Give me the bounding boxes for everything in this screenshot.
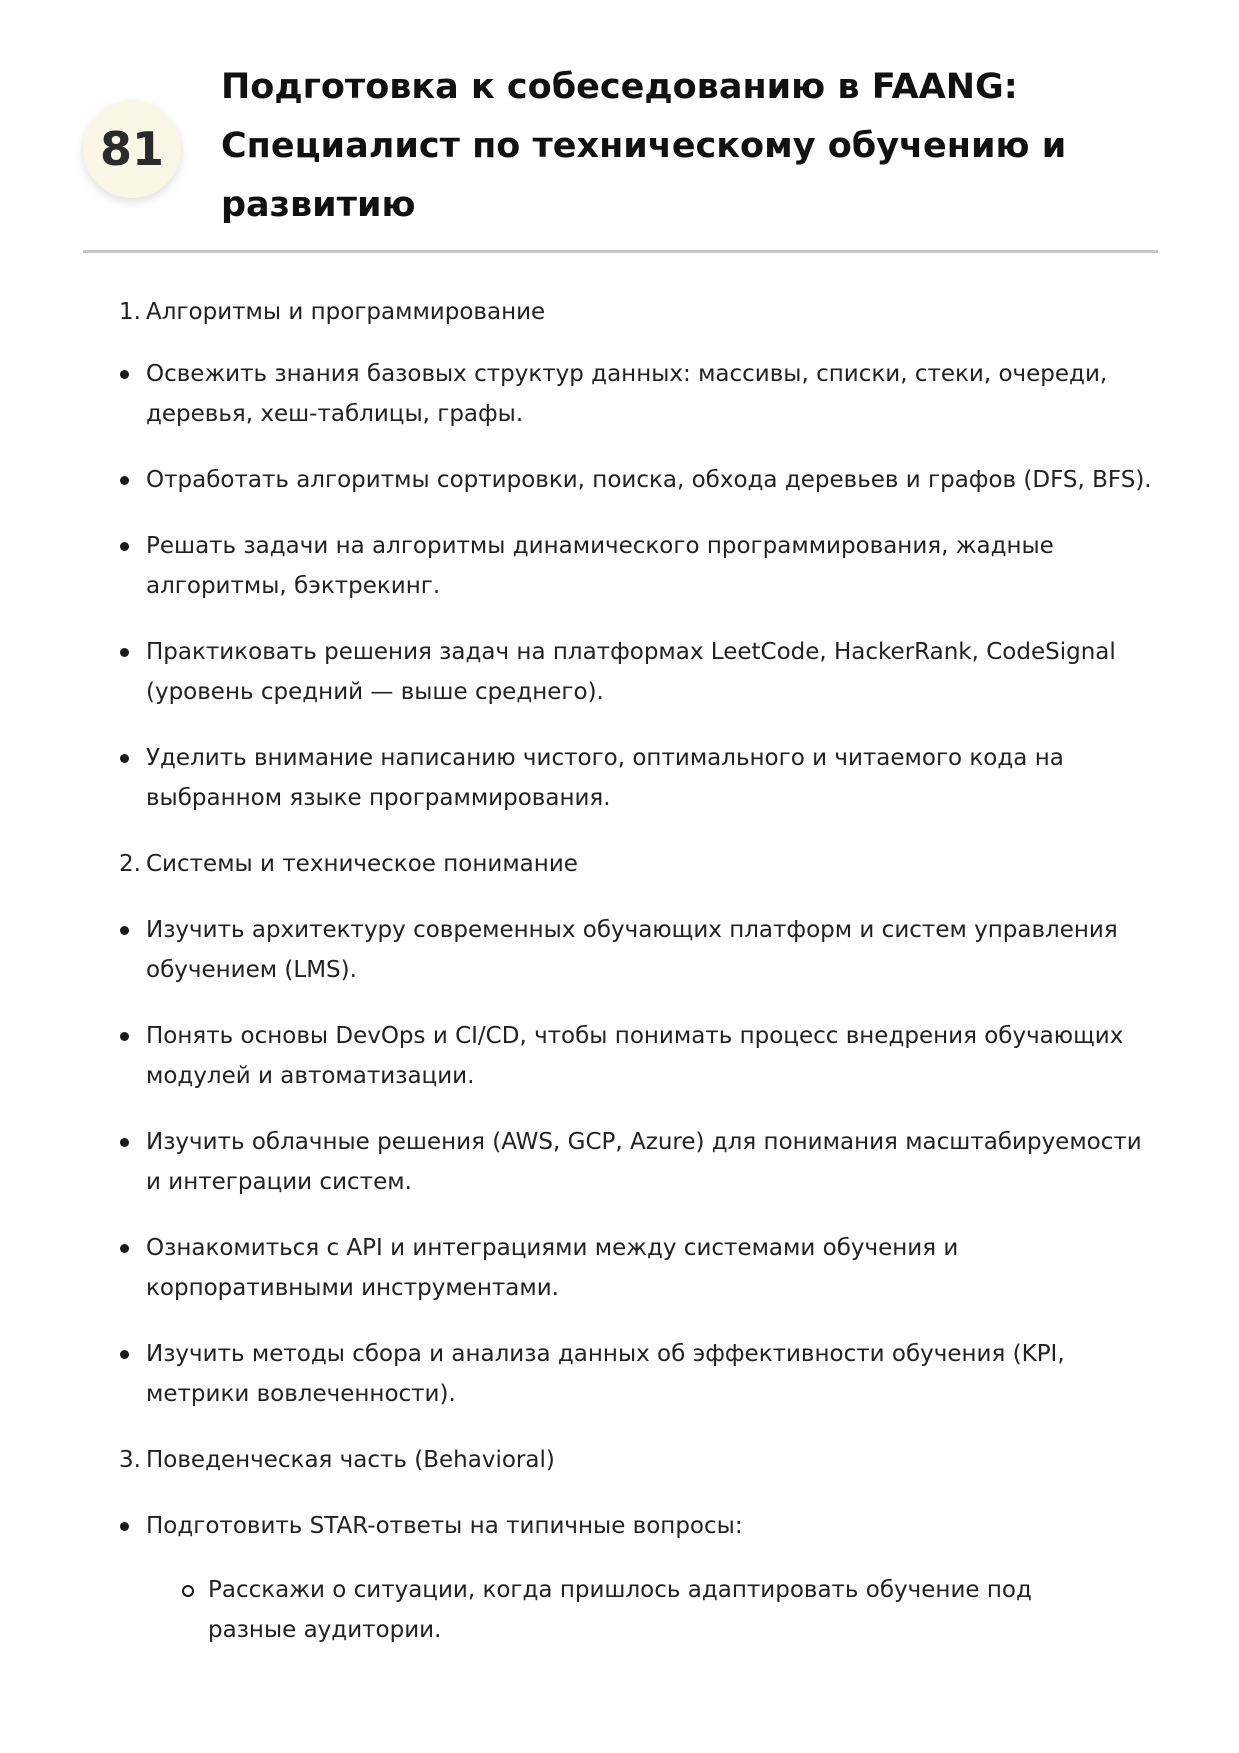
list-item bbox=[146, 460, 1156, 500]
list-item-text: Ознакомиться с API и интеграциями между системами обучения и корпоративными инструментами. bbox=[146, 1235, 959, 1301]
numbered-heading bbox=[119, 292, 1156, 332]
list-number: 1. bbox=[119, 299, 141, 325]
list-item bbox=[146, 1016, 1156, 1096]
numbered-heading bbox=[119, 844, 1156, 884]
bullet-icon bbox=[120, 476, 129, 485]
list-item-text: Алгоритмы и программирование bbox=[146, 299, 546, 325]
list-number: 3. bbox=[119, 1447, 141, 1473]
page-header bbox=[83, 58, 1158, 253]
list-item bbox=[146, 738, 1156, 818]
list-item bbox=[146, 910, 1156, 990]
page-title: Подготовка к собеседованию в FAANG: Специалист по техническому обучению и развитию bbox=[221, 67, 1067, 225]
list-item-text: Подготовить STAR-ответы на типичные вопросы: bbox=[146, 1513, 743, 1539]
list-item bbox=[146, 526, 1156, 606]
list-item bbox=[146, 354, 1156, 434]
list-item-text: Изучить методы сбора и анализа данных об эффективности обучения (KPI, метрики вовлеченности). bbox=[146, 1341, 1065, 1407]
list-item-text: Решать задачи на алгоритмы динамического программирования, жадные алгоритмы, бэктрекинг. bbox=[146, 533, 1054, 599]
bullet-icon bbox=[120, 648, 129, 657]
bullet-icon bbox=[120, 926, 129, 935]
bullet-icon bbox=[120, 1244, 129, 1253]
bullet-icon bbox=[120, 1522, 129, 1531]
circle-bullet-icon bbox=[182, 1585, 194, 1597]
bullet-icon bbox=[120, 370, 129, 379]
list-item-text: Изучить архитектуру современных обучающих платформ и систем управления обучением (LMS). bbox=[146, 917, 1118, 983]
bullet-icon bbox=[120, 1138, 129, 1147]
list-number: 2. bbox=[119, 851, 141, 877]
list-item-text: Освежить знания базовых структур данных: массивы, списки, стеки, очереди, деревья, хеш-таблицы, графы. bbox=[146, 361, 1108, 427]
list-item-text: Понять основы DevOps и CI/CD, чтобы понимать процесс внедрения обучающих модулей и автоматизации. bbox=[146, 1023, 1124, 1089]
bullet-icon bbox=[120, 542, 129, 551]
chapter-number-badge: 81 bbox=[83, 100, 181, 198]
list-item bbox=[146, 632, 1156, 712]
bullet-icon bbox=[120, 1350, 129, 1359]
list-item bbox=[146, 1228, 1156, 1308]
list-item bbox=[146, 1122, 1156, 1202]
list-item-text: Поведенческая часть (Behavioral) bbox=[146, 1447, 555, 1473]
sub-list-item bbox=[208, 1570, 1108, 1650]
list-item-text: Расскажи о ситуации, когда пришлось адаптировать обучение под разные аудитории. bbox=[208, 1577, 1032, 1643]
bullet-icon bbox=[120, 1032, 129, 1041]
list-item-text: Практиковать решения задач на платформах LeetCode, HackerRank, CodeSignal (уровень средний — выше среднего). bbox=[146, 639, 1116, 705]
list-item bbox=[146, 1334, 1156, 1414]
bullet-icon bbox=[120, 754, 129, 763]
list-item bbox=[146, 1506, 1156, 1546]
list-item-text: Отработать алгоритмы сортировки, поиска, обхода деревьев и графов (DFS, BFS). bbox=[146, 467, 1152, 493]
list-item-text: Изучить облачные решения (AWS, GCP, Azure) для понимания масштабируемости и интеграции систем. bbox=[146, 1129, 1142, 1195]
list-item-text: Системы и техническое понимание bbox=[146, 851, 578, 877]
list-item-text: Уделить внимание написанию чистого, оптимального и читаемого кода на выбранном языке программирования. bbox=[146, 745, 1064, 811]
numbered-heading bbox=[119, 1440, 1156, 1480]
